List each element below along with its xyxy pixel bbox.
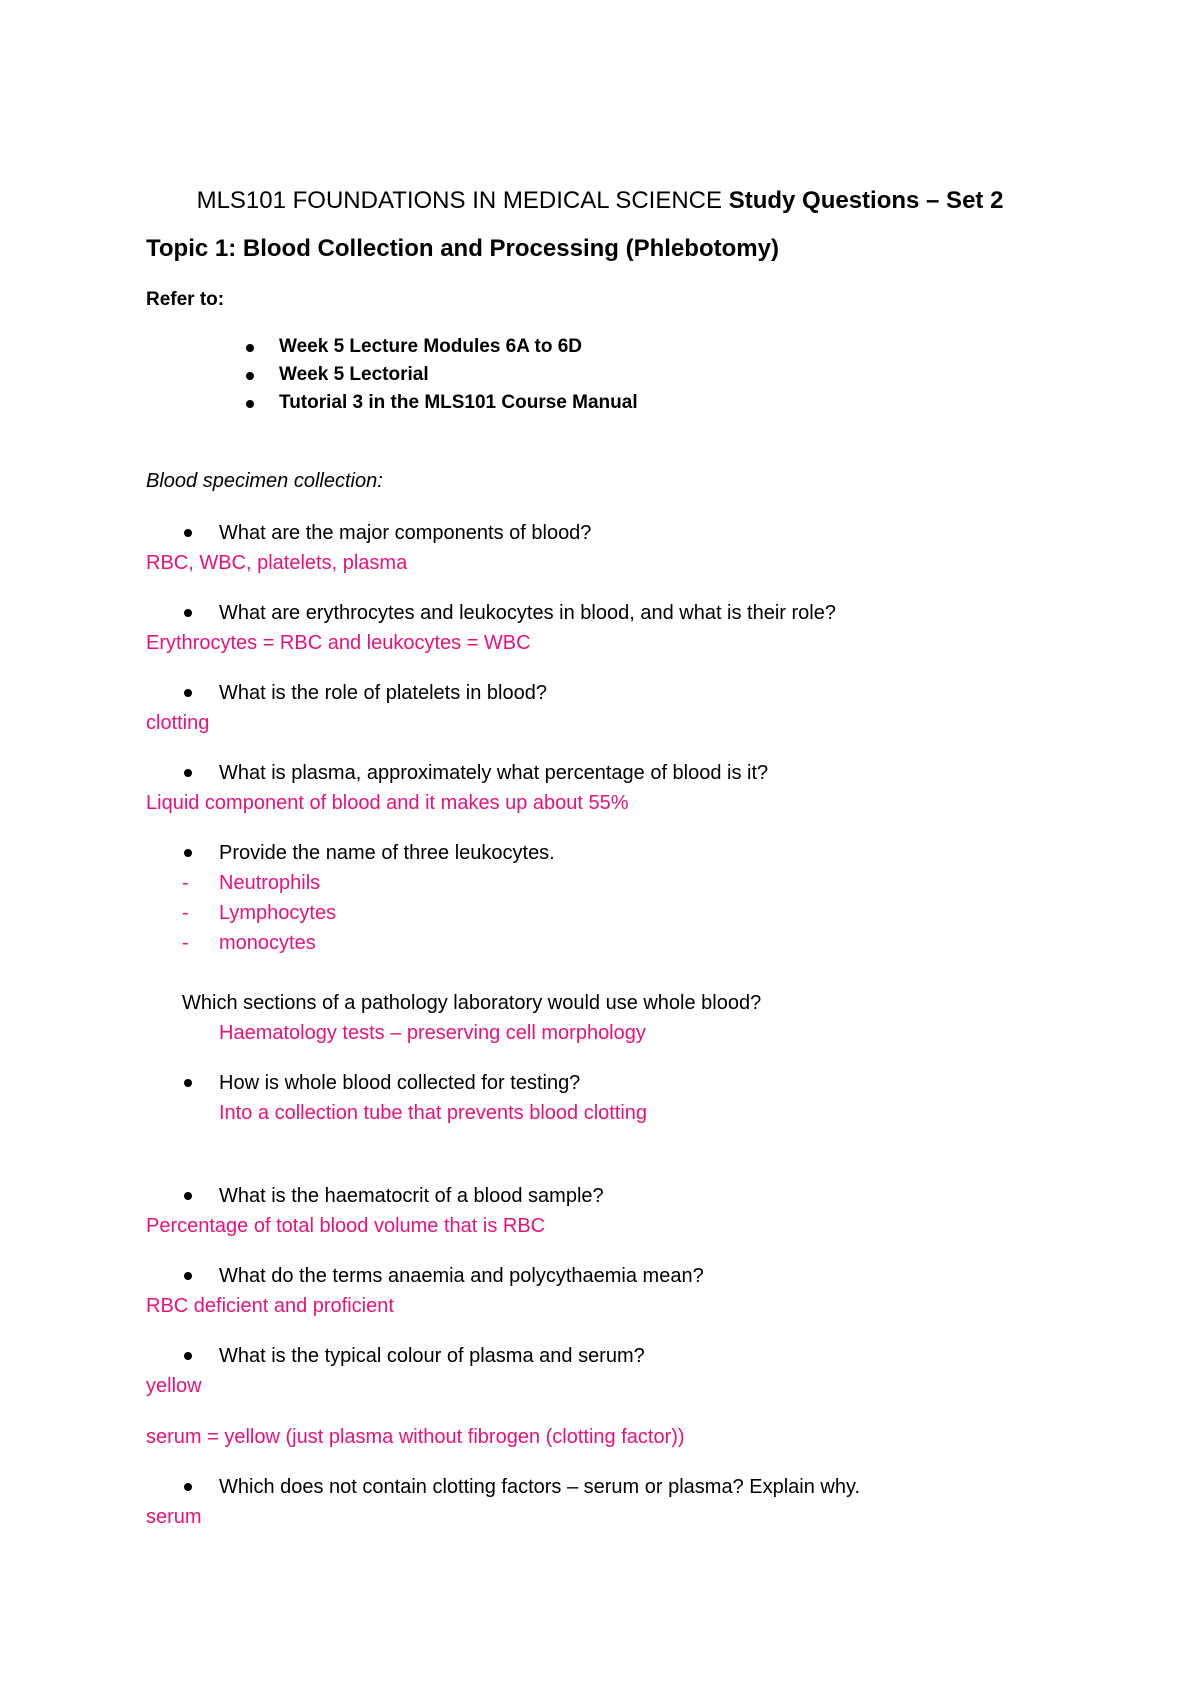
bullet-icon	[184, 529, 192, 537]
bullet-icon	[246, 400, 254, 408]
answer-text: Liquid component of blood and it makes up about 55%	[146, 792, 629, 814]
answer-text: Percentage of total blood volume that is RBC	[146, 1215, 546, 1237]
answer-text: serum	[146, 1506, 202, 1528]
section-heading: Blood specimen collection:	[146, 470, 383, 492]
bullet-icon	[246, 372, 254, 380]
question-text: What do the terms anaemia and polycythaemia mean?	[219, 1265, 704, 1287]
question-text: What are the major components of blood?	[219, 522, 592, 544]
question-text: Which does not contain clotting factors – serum or plasma? Explain why.	[219, 1476, 861, 1498]
document-title	[0, 186, 1200, 216]
bullet-icon	[184, 609, 192, 617]
dash-marker: -	[182, 932, 189, 954]
question-text: What is the typical colour of plasma and serum?	[219, 1345, 645, 1367]
refer-item-text: Tutorial 3 in the MLS101 Course Manual	[279, 392, 638, 413]
question-text: What is the haematocrit of a blood sample?	[219, 1185, 604, 1207]
answer-text: monocytes	[219, 932, 316, 954]
answer-text: RBC deficient and proficient	[146, 1295, 394, 1317]
refer-item-text: Week 5 Lecture Modules 6A to 6D	[279, 336, 583, 357]
bullet-icon	[184, 1272, 192, 1280]
question-text: Which sections of a pathology laboratory would use whole blood?	[182, 992, 762, 1014]
topic-heading: Topic 1: Blood Collection and Processing (Phlebotomy)	[146, 235, 779, 262]
answer-text: clotting	[146, 712, 210, 734]
dash-marker: -	[182, 872, 189, 894]
title-course: MLS101 FOUNDATIONS IN MEDICAL SCIENCE	[196, 187, 723, 214]
bullet-icon	[184, 689, 192, 697]
bullet-icon	[184, 769, 192, 777]
question-text: How is whole blood collected for testing?	[219, 1072, 581, 1094]
bullet-icon	[184, 1079, 192, 1087]
question-text: What are erythrocytes and leukocytes in blood, and what is their role?	[219, 602, 836, 624]
bullet-icon	[184, 1352, 192, 1360]
bullet-icon	[184, 849, 192, 857]
refer-to-label: Refer to:	[146, 289, 225, 310]
answer-text: Lymphocytes	[219, 902, 337, 924]
answer-text: Neutrophils	[219, 872, 321, 894]
bullet-icon	[184, 1483, 192, 1491]
answer-text: serum = yellow (just plasma without fibrogen (clotting factor))	[146, 1426, 685, 1448]
answer-text: Into a collection tube that prevents blood clotting	[219, 1102, 648, 1124]
refer-item-text: Week 5 Lectorial	[279, 364, 429, 385]
answer-text: Erythrocytes = RBC and leukocytes = WBC	[146, 632, 531, 654]
bullet-icon	[184, 1192, 192, 1200]
title-set: Study Questions – Set 2	[728, 187, 1004, 214]
question-text: Provide the name of three leukocytes.	[219, 842, 555, 864]
answer-text: yellow	[146, 1375, 202, 1397]
question-text: What is plasma, approximately what percentage of blood is it?	[219, 762, 769, 784]
question-text: What is the role of platelets in blood?	[219, 682, 547, 704]
dash-marker: -	[182, 902, 189, 924]
bullet-icon	[246, 344, 254, 352]
answer-text: RBC, WBC, platelets, plasma	[146, 552, 408, 574]
answer-text: Haematology tests – preserving cell morphology	[219, 1022, 646, 1044]
